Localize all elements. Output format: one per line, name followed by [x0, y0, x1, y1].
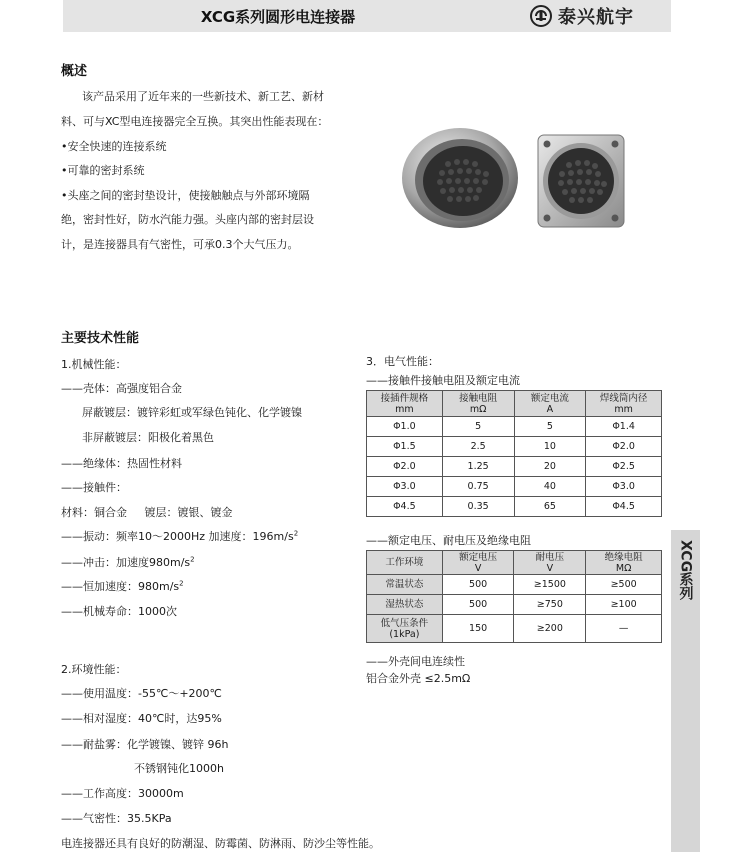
mechanical-insulator: ——绝缘体：热固性材料: [61, 457, 182, 470]
table-row: [367, 457, 662, 477]
table-cell: 0.35: [442, 497, 514, 517]
contact-table-title: ——接触件接触电阻及额定电流: [366, 374, 520, 387]
vibration-text: ——振动：频率10～2000Hz 加速度：196m/s: [61, 530, 294, 543]
table-cell: Φ4.5: [586, 497, 662, 517]
contact-resistance-table: [366, 390, 662, 517]
table-cell: 40: [514, 477, 586, 497]
environment-temp: ——使用温度：-55℃～+200℃: [61, 687, 222, 700]
table-cell: —: [586, 615, 662, 643]
table-header: [442, 551, 514, 575]
mechanical-shell: ——壳体：高强度铝合金: [61, 382, 182, 395]
mechanical-life: ——机械寿命：1000次: [61, 605, 177, 618]
environment-airtight: ——气密性：35.5KPa: [61, 812, 172, 825]
header-unit: V: [546, 562, 554, 574]
continuity-value: 铝合金外壳 ≤2.5mΩ: [366, 672, 471, 685]
mechanical-shock: [61, 554, 195, 570]
superscript: 2: [190, 555, 195, 564]
brand-name: 泰兴航宇: [558, 7, 634, 28]
mechanical-shield-plating: 屏蔽镀层：镀锌彩虹或军绿色钝化、化学镀镍: [82, 406, 302, 419]
table-cell: 5: [442, 417, 514, 437]
table-cell: Φ2.5: [586, 457, 662, 477]
header-label: 接插件规格: [380, 392, 429, 404]
table-header: [586, 391, 662, 417]
table-row: [367, 497, 662, 517]
table-cell: [367, 595, 443, 615]
environment-salt-stainless: 不锈钢钝化1000h: [134, 762, 224, 775]
row-sublabel: (1kPa): [389, 628, 420, 640]
brand: [493, 2, 671, 30]
mechanical-contact: ——接触件：: [61, 481, 127, 494]
continuity-title: ——外壳间电连续性: [366, 655, 465, 668]
mechanical-material: 材料：铜合金 镀层：镀银、镀金: [61, 506, 233, 519]
brand-logo-icon: [530, 5, 552, 27]
table-row: [367, 575, 662, 595]
table-header: [514, 551, 586, 575]
header-unit: mm: [614, 403, 633, 415]
table-header: [442, 391, 514, 417]
header-unit: MΩ: [615, 562, 632, 574]
superscript: 2: [179, 579, 184, 588]
table-cell: 150: [442, 615, 514, 643]
overview-line: •安全快速的连接系统: [61, 140, 167, 153]
table-cell: Φ2.0: [586, 437, 662, 457]
table-cell: ≥500: [586, 575, 662, 595]
table-cell: Φ2.0: [367, 457, 443, 477]
table-cell: Φ1.0: [367, 417, 443, 437]
page-title: XCG系列圆形电连接器: [200, 8, 356, 26]
table-cell: Φ1.5: [367, 437, 443, 457]
header-label: 接触电阻: [459, 392, 498, 404]
overview-line: 绝，密封性好，防水汽能力强。头座内部的密封层设: [61, 213, 314, 226]
table-cell: ≥200: [514, 615, 586, 643]
environment-title: 2.环境性能：: [61, 663, 127, 676]
table-header: [367, 551, 443, 575]
environment-humidity: ——相对湿度：40℃时，达95%: [61, 712, 222, 725]
overview-line: •头座之间的密封垫设计，使接触触点与外部环境隔: [61, 189, 310, 202]
table-row: [367, 615, 662, 643]
table-cell: 500: [442, 575, 514, 595]
header-unit: mΩ: [469, 403, 487, 415]
table-cell: 65: [514, 497, 586, 517]
row-label: 低气压条件: [380, 617, 429, 629]
accel-text: ——恒加速度：980m/s: [61, 580, 180, 593]
header-label: 耐电压: [535, 551, 565, 563]
table-cell: [367, 575, 443, 595]
table-cell: [367, 615, 443, 643]
mechanical-accel: [61, 578, 184, 594]
environment-salt: ——耐盐雾：化学镀镍、镀锌 96h: [61, 738, 229, 751]
environment-note: 电连接器还具有良好的防潮湿、防霉菌、防淋雨、防沙尘等性能。: [61, 837, 380, 850]
table-cell: ≥750: [514, 595, 586, 615]
table-cell: 5: [514, 417, 586, 437]
header-label: 额定电流: [530, 392, 569, 404]
header-unit: mm: [395, 403, 414, 415]
header-unit: A: [546, 403, 554, 415]
table-row: [367, 477, 662, 497]
superscript: 2: [293, 529, 299, 538]
side-tab-label: XCG系列: [677, 540, 694, 601]
table-cell: 2.5: [442, 437, 514, 457]
table-cell: Φ1.4: [586, 417, 662, 437]
connector-receptacle-image: [534, 129, 628, 233]
overview-line: 料、可与XC型电连接器完全互换。其突出性能表现在：: [61, 115, 329, 128]
table-cell: 500: [442, 595, 514, 615]
header-label: 焊线筒内径: [599, 392, 648, 404]
table-cell: Φ3.0: [586, 477, 662, 497]
table-cell: 1.25: [442, 457, 514, 477]
header-label: 绝缘电阻: [604, 551, 643, 563]
table-cell: Φ3.0: [367, 477, 443, 497]
environment-altitude: ——工作高度：30000m: [61, 787, 184, 800]
table-cell: 0.75: [442, 477, 514, 497]
mechanical-vibration: [61, 528, 298, 544]
table-cell: ≥1500: [514, 575, 586, 595]
table-row: [367, 595, 662, 615]
header-label: 额定电压: [459, 551, 498, 563]
table-cell: 10: [514, 437, 586, 457]
mechanical-title: 1.机械性能：: [61, 358, 127, 371]
voltage-table-title: ——额定电压、耐电压及绝缘电阻: [366, 534, 531, 547]
table-header: [367, 391, 443, 417]
table-cell: 20: [514, 457, 586, 477]
overview-line: 该产品采用了近年来的一些新技术、新工艺、新材: [82, 90, 324, 103]
row-label: 常温状态: [385, 579, 424, 590]
row-label: 湿热状态: [385, 599, 424, 610]
overview-heading: 概述: [61, 64, 88, 79]
connector-plug-image: [398, 124, 526, 232]
header-unit: V: [474, 562, 482, 574]
mechanical-nonshield-plating: 非屏蔽镀层：阳极化着黑色: [82, 431, 214, 444]
table-row: [367, 417, 662, 437]
overview-line: 计，是连接器具有气密性，可承0.3个大气压力。: [61, 238, 299, 251]
table-header: [514, 391, 586, 417]
table-row: [367, 437, 662, 457]
shock-text: ——冲击：加速度980m/s: [61, 556, 191, 569]
header-label: 工作环境: [385, 557, 424, 568]
voltage-resistance-table: [366, 550, 662, 643]
specs-heading: 主要技术性能: [61, 331, 140, 346]
overview-line: •可靠的密封系统: [61, 164, 145, 177]
table-header: [586, 551, 662, 575]
table-cell: ≥100: [586, 595, 662, 615]
table-cell: Φ4.5: [367, 497, 443, 517]
electrical-title: 3．电气性能：: [366, 355, 439, 368]
